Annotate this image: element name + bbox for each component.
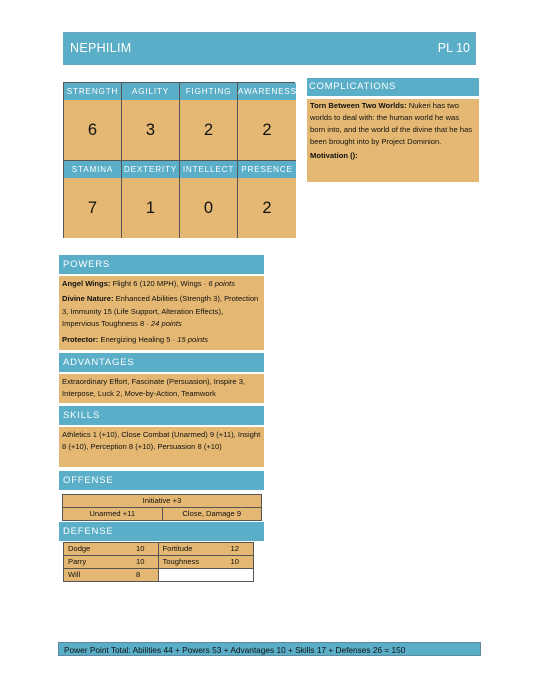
power-item (62, 293, 261, 330)
ability-value: 6 (64, 100, 121, 161)
ability-fighting (180, 83, 238, 161)
defense-row (64, 543, 253, 556)
defense-row (64, 556, 253, 569)
power-text: Flight 6 (120 MPH), Wings · (110, 279, 209, 288)
ability-label: DEXTERITY (122, 161, 179, 178)
offense-table (62, 494, 262, 521)
advantages-heading: ADVANTAGES (59, 353, 264, 372)
defense-name: Toughness (162, 557, 200, 566)
defense-value: 10 (136, 544, 145, 553)
ability-awareness (238, 83, 296, 161)
ability-value: 2 (238, 100, 296, 161)
ability-strength (64, 83, 122, 161)
character-header (63, 32, 476, 65)
defense-name (159, 569, 227, 581)
ability-agility (122, 83, 180, 161)
ability-value: 3 (122, 100, 179, 161)
initiative: Initiative +3 (63, 495, 261, 508)
offense-heading: OFFENSE (59, 471, 264, 490)
defense-value: 10 (230, 557, 239, 566)
ability-stamina (64, 161, 122, 238)
ability-label: AWARENESS (238, 83, 296, 100)
defense-name: Fortitude (162, 544, 193, 553)
defense-heading: DEFENSE (59, 522, 264, 541)
power-item (62, 278, 261, 290)
complications-body (307, 99, 479, 182)
defense-name: Dodge (68, 544, 91, 553)
ability-label: STAMINA (64, 161, 121, 178)
powers-body (59, 276, 264, 350)
power-cost: 15 points (177, 334, 209, 344)
defense-value: 8 (136, 570, 141, 579)
power-text: Enhanced Abilities (Strength 3), Protection 3, Immunity 15 (Life Support, Alteration Effects), Impervious Toughness 8 · (62, 294, 259, 329)
advantages-body: Extraordinary Effort, Fascinate (Persuasion), Inspire 3, Interpose, Luck 2, Move-by-Action, Teamwork (59, 374, 264, 403)
complication-text: Nukeri has two worlds to deal with: the human world he was born into, and the world of the divine that he has been brought into by Project Dominion. (310, 101, 473, 146)
ability-intellect (180, 161, 238, 238)
defense-table (63, 542, 254, 582)
power-name: Protector: (62, 334, 99, 344)
defense-name: Will (68, 570, 81, 579)
ability-label: AGILITY (122, 83, 179, 100)
ability-label: FIGHTING (180, 83, 237, 100)
ability-value: 0 (180, 178, 237, 238)
ability-value: 2 (180, 100, 237, 161)
power-name: Angel Wings: (62, 279, 111, 288)
power-name: Divine Nature: (62, 294, 114, 304)
ability-value: 7 (64, 178, 121, 238)
skills-body: Athletics 1 (+10), Close Combat (Unarmed) 9 (+11), Insight 8 (+10), Perception 8 (+10), Persuasion 8 (+10) (59, 427, 264, 467)
attack-name: Unarmed +11 (63, 508, 163, 520)
ability-value: 2 (238, 178, 296, 238)
ability-presence (238, 161, 296, 238)
defense-name: Parry (68, 557, 87, 566)
power-item (62, 334, 261, 346)
skills-heading: SKILLS (59, 406, 264, 425)
complication-name: Motivation (): (310, 151, 358, 160)
character-name: NEPHILIM (70, 41, 132, 55)
ability-value: 1 (122, 178, 179, 238)
ability-label: STRENGTH (64, 83, 121, 100)
complications-heading: COMPLICATIONS (307, 78, 479, 96)
abilities-grid (63, 82, 295, 238)
attack-row (63, 508, 261, 520)
ability-label: PRESENCE (238, 161, 296, 178)
defense-value (227, 569, 254, 581)
ability-dexterity (122, 161, 180, 238)
power-cost: 6 points (208, 279, 235, 288)
power-level: PL 10 (437, 41, 470, 55)
powers-heading: POWERS (59, 255, 264, 274)
ability-label: INTELLECT (180, 161, 237, 178)
complication-item (310, 100, 476, 148)
complication-name: Torn Between Two Worlds: (310, 101, 407, 110)
defense-row (64, 569, 253, 581)
defense-value: 12 (230, 544, 239, 553)
power-point-total: Power Point Total: Abilities 44 + Powers 53 + Advantages 10 + Skills 17 + Defenses 26 = 150 (58, 642, 481, 656)
complication-item (310, 150, 476, 162)
attack-effect: Close, Damage 9 (182, 509, 242, 518)
power-cost: 24 points (150, 319, 182, 329)
power-text: Energizing Healing 5 · (98, 334, 178, 344)
defense-value: 10 (136, 557, 145, 566)
